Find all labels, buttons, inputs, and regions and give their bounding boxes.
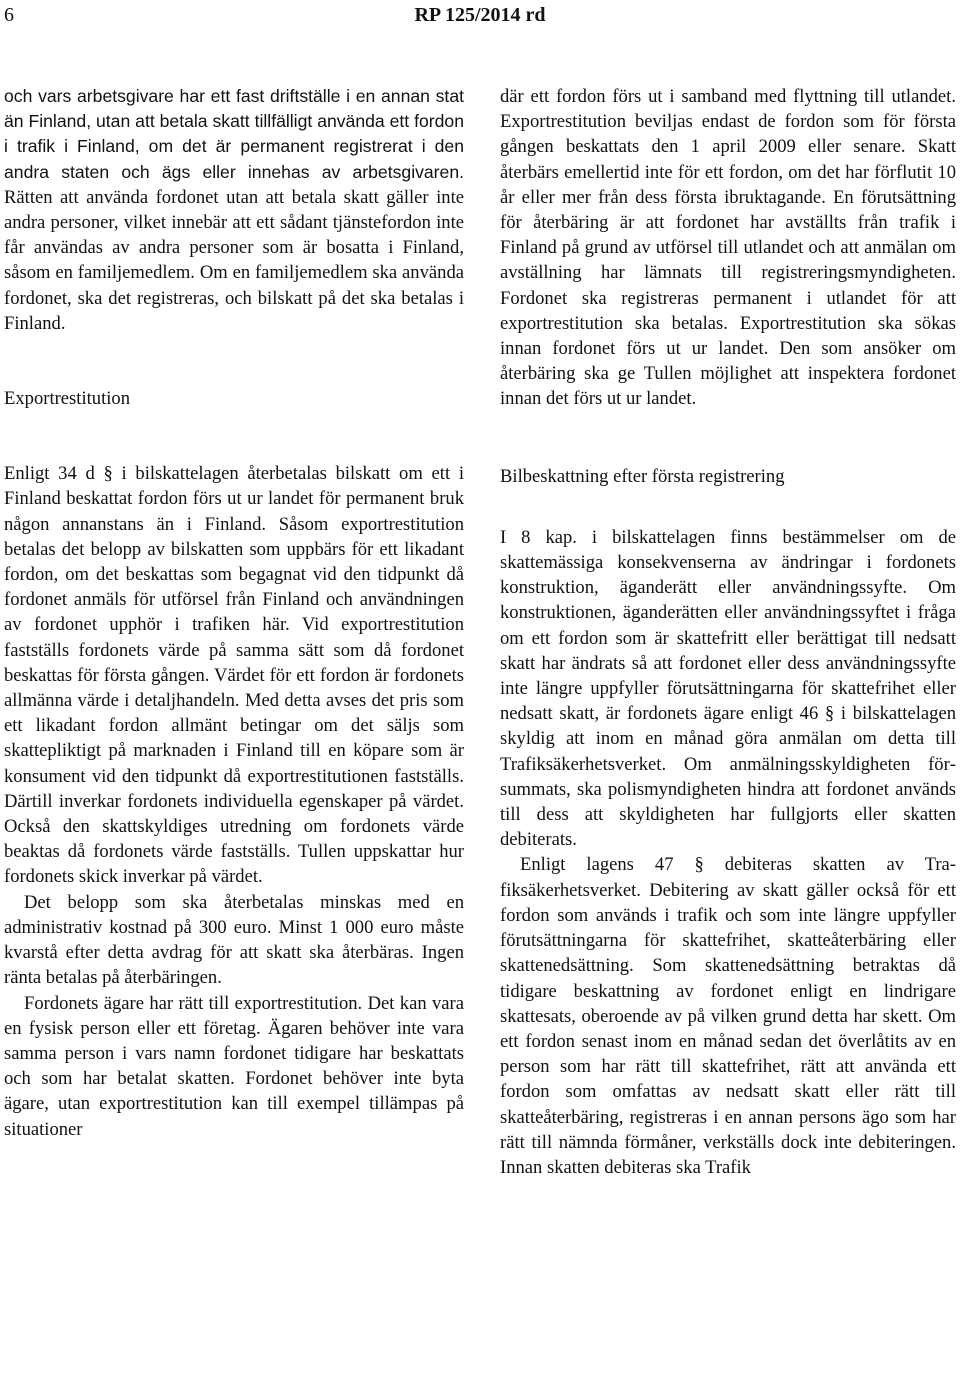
paragraph: Enligt 34 d § i bilskattelagen återbetalas bilskatt om ett i Finland beskattat fordon förs ut ur landet för permanent bruk någon annanstans än i Finland. Såsom exportrestitution betalas det belopp av bilskatten som uppbärs för ett likadant fordon, om det beskattas som begagnat vid den tidpunkt då fordonet anmäls för utförsel från Finland och användningen av fordonet upphör i trafiken här. Vid exportrestitution fastställs fordonets värde på samma sätt som då fordonet beskattas för första gången. Värdet för ett fordon är fordonets allmänna värde i detaljhandeln. Med detta avses det pris som ett likadant fordon allmänt betingar om det säljs som skattepliktigt på marknaden i Finland till en köpare som är konsument vid den tidpunkt då exportrestitutionen fastställs. Därtill inverkar fordonets individuella egenskaper på värdet. Också den skattskyldiges utredning om fordonets värde beaktas då fordonets värde fastställs. Tullen uppskattar hur fordonets skick inverkar på värdet. [4,463,464,888]
paragraph: där ett fordon förs ut i samband med flyttning till utlandet. Exportrestitution beviljas endast de fordon som för första gången beskattats den 1 april 2009 eller senare. Skatt återbärs emellertid inte för ett fordon, om det har förflutit 10 år eller mer från dess första ibruktagande. En förutsättning för återbäring är att fordonet har avställts från trafik i Finland på grund av utförsel till utlandet och att anmälan om avställning har lämnats till registreringsmyndigheten. Fordonet ska registreras permanent i utlandet för att exportrestitution ska betalas. Exportrestitution ska sökas innan fordonet förs ut ur landet. Den som ansöker om återbäring ska ge Tullen möjlighet att inspektera fordonet innan det förs ut ur landet. [500,86,956,410]
page-number: 6 [4,4,14,26]
paragraph-part: Rätten att använda fordonet utan att betala skatt gäller inte andra personer, vilket innebär att ett sådant tjänstefordon inte får användas av andra personer som är bosatta i Finland, såsom en familjemedlem. Om en familjemedlem ska använda fordonet, ska det registreras, och bilskatt på det ska betalas i Finland. [4,186,464,334]
left-column [4,84,464,1142]
paragraph [4,84,464,336]
document-id: RP 125/2014 rd [414,4,546,26]
page-header [0,0,960,40]
right-column [500,84,956,1180]
section-heading-exportrestitution: Exportrestitution [4,388,131,410]
paragraph: Det belopp som ska återbetalas minskas med en administrativ kostnad på 300 euro. Minst 1 000 euro måste kvarstå efter detta avdrag för att skatt ska återbäras. Ingen ränta betalas på återbäringen. [4,891,464,989]
section-heading-bilbeskattning: Bilbeskattning efter första registrering [500,465,785,487]
paragraph-part: och vars arbetsgivare har ett fast driftställe i en annan stat än Finland, utan att betala skatt tillfälligt använda ett fordon i trafik i Finland, om det är permanent registrerat i den andra staten och ägs eller innehas av arbetsgivaren. [4,86,464,182]
paragraph: Fordonets ägare har rätt till exportrestitution. Det kan vara en fysisk person eller ett företag. Ägaren behöver inte vara samma person i vars namn fordonet tidigare har beskattats och som har betalat skatten. Fordonet behöver inte byta ägare, utan exportrestitution kan till exempel tillämpas på situationer [4,992,464,1140]
paragraph: Enligt lagens 47 § debiteras skatten av Trafiksäkerhetsverket. Debitering av skatt gäller också för ett fordon som används i trafik och som inte längre uppfyller förutsättningarna för skattefrihet, skatteåterbäring eller skattenedsättning. Som skattenedsättning betraktas då tidigare beskattning av fordonet enligt en lindrigare skattesats, oberoende av på vilken grund detta har skett. Om ett fordon senast inom en månad sedan det överlåtits av en person som har rätt till skattefrihet, rätt att använda ett fordon som omfattas av nedsatt skatt eller rätt till skatteåterbäring, registreras i en annan persons ägo som har rätt till nämnda förmåner, verkställs dock inte debiteringen. Innan skatten debiteras ska Trafik [500,854,956,1178]
paragraph: I 8 kap. i bilskattelagen finns bestämmelser om de skattemässiga konsekvenserna av ändringar i fordonets konstruktion, äganderätt eller användningssyfte. Om konstruktionen, äganderätten eller användningssyftet i fråga om ett fordon som är skattefritt eller berättigat till nedsatt skatt har ändrats så att fordonet eller dess användningssyfte inte längre uppfyller förutsättningarna för skattefrihet eller nedsatt skatt, är fordonets ägare enligt 46 § i bilskattelagen skyldig att inom en månad göra anmälan om detta till Trafiksäkerhetsverket. Om anmälningsskyldigheten försummats, ska polismyndigheten hindra att fordonet används till dess att skyldigheten har fullgjorts eller skatten debiterats. [500,526,956,851]
